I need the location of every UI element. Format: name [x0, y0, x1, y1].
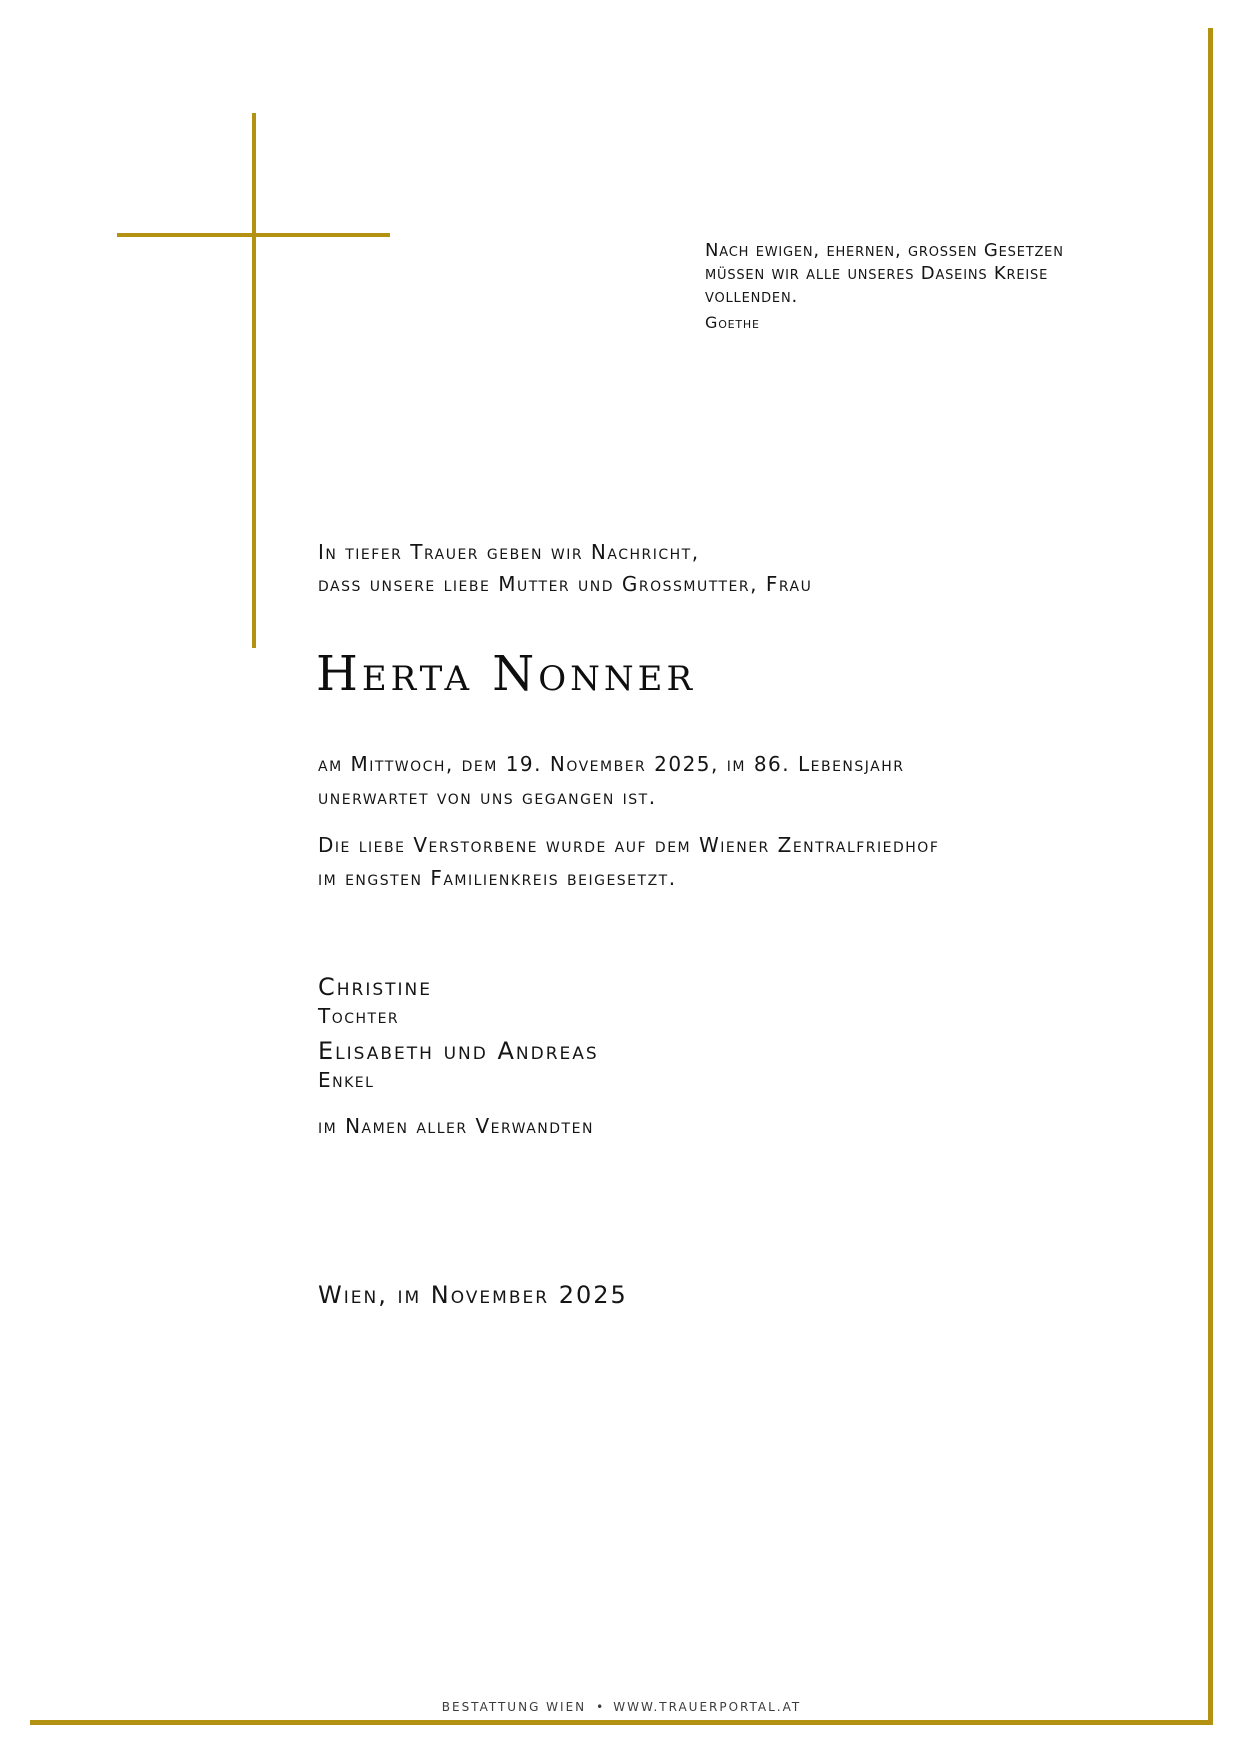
page-border-bottom	[30, 1720, 1213, 1725]
death-statement-line: am Mittwoch, dem 19. November 2025, im 86. Lebensjahr	[318, 752, 905, 776]
burial-statement-line: im engsten Familienkreis beigesetzt.	[318, 866, 677, 890]
closing-line: im Namen aller Verwandten	[318, 1114, 594, 1138]
mourner-entry	[318, 1036, 1018, 1094]
mourner-relation: Tochter	[318, 1004, 400, 1028]
announcement-intro	[318, 536, 1118, 600]
quote-line: vollenden.	[705, 286, 798, 307]
deceased-name: Herta Nonner	[316, 646, 697, 702]
intro-line: In tiefer Trauer geben wir Nachricht,	[318, 540, 700, 564]
place-date: Wien, im November 2025	[318, 1281, 628, 1309]
footer-website: WWW.TRAUERPORTAL.AT	[613, 1700, 802, 1714]
quote-line: müssen wir alle unseres Daseins Kreise	[705, 263, 1049, 284]
footer-separator-bullet: •	[596, 1700, 604, 1714]
death-statement-line: unerwartet von uns gegangen ist.	[318, 785, 657, 809]
page-footer	[30, 1700, 1213, 1714]
mourners-list	[318, 972, 1018, 1140]
page-border-right	[1208, 28, 1213, 1725]
death-statement	[318, 748, 1138, 814]
cross-horizontal-bar	[117, 233, 390, 237]
footer-publisher: BESTATTUNG WIEN	[441, 1700, 587, 1714]
burial-statement-line: Die liebe Verstorbene wurde auf dem Wiener Zentralfriedhof	[318, 833, 940, 857]
cross-vertical-bar	[252, 113, 256, 648]
mourner-entry	[318, 972, 1018, 1030]
mourner-name: Christine	[318, 973, 433, 1001]
quote-attribution: Goethe	[705, 313, 760, 332]
mourner-name: Elisabeth und Andreas	[318, 1037, 599, 1065]
quote-line: Nach ewigen, ehernen, grossen Gesetzen	[705, 240, 1064, 261]
intro-line: dass unsere liebe Mutter und Grossmutter, Frau	[318, 572, 813, 596]
memorial-quote	[705, 239, 1135, 334]
mourner-relation: Enkel	[318, 1068, 375, 1092]
burial-statement	[318, 829, 1138, 895]
